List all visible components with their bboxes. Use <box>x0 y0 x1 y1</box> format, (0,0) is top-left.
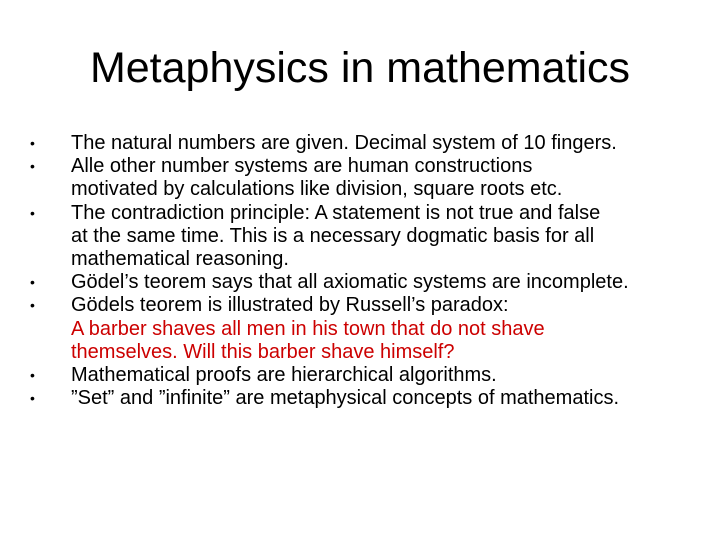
bullet-icon: • <box>30 274 35 291</box>
bullet-text: motivated by calculations like division, square roots etc. <box>71 178 563 201</box>
bullet-text: mathematical reasoning. <box>71 248 289 271</box>
bullet-text: The natural numbers are given. Decimal system of 10 fingers. <box>71 132 617 154</box>
bullet-item-natural-numbers <box>30 132 700 155</box>
bullet-text: Mathematical proofs are hierarchical algorithms. <box>71 364 497 387</box>
bullet-icon: • <box>30 204 35 221</box>
bullet-list <box>30 132 700 410</box>
paradox-text: themselves. Will this barber shave himself? <box>71 340 455 363</box>
bullet-text: Gödel’s teorem says that all axiomatic systems are incomplete. <box>71 271 629 294</box>
bullet-item-set-infinite <box>30 387 700 410</box>
bullet-icon: • <box>30 390 35 407</box>
bullet-icon: • <box>30 367 35 384</box>
bullet-icon: • <box>30 297 35 314</box>
slide-title: Metaphysics in mathematics <box>89 44 631 92</box>
bullet-item-number-systems <box>30 155 700 201</box>
bullet-item-godel-incomplete <box>30 271 700 294</box>
bullet-item-contradiction-principle <box>30 202 700 272</box>
paradox-text: A barber shaves all men in his town that do not shave <box>71 317 545 340</box>
bullet-text: Gödels teorem is illustrated by Russell’s paradox: <box>71 294 509 317</box>
bullet-text: The contradiction principle: A statement is not true and false <box>71 201 601 224</box>
bullet-text: Alle other number systems are human constructions <box>71 155 533 178</box>
bullet-item-russell-paradox <box>30 294 700 364</box>
bullet-text: ”Set” and ”infinite” are metaphysical concepts of mathematics. <box>71 387 620 410</box>
bullet-icon: • <box>30 135 35 151</box>
bullet-text: at the same time. This is a necessary dogmatic basis for all <box>71 224 595 247</box>
bullet-item-proofs-algorithms <box>30 364 700 387</box>
bullet-icon: • <box>30 158 35 175</box>
